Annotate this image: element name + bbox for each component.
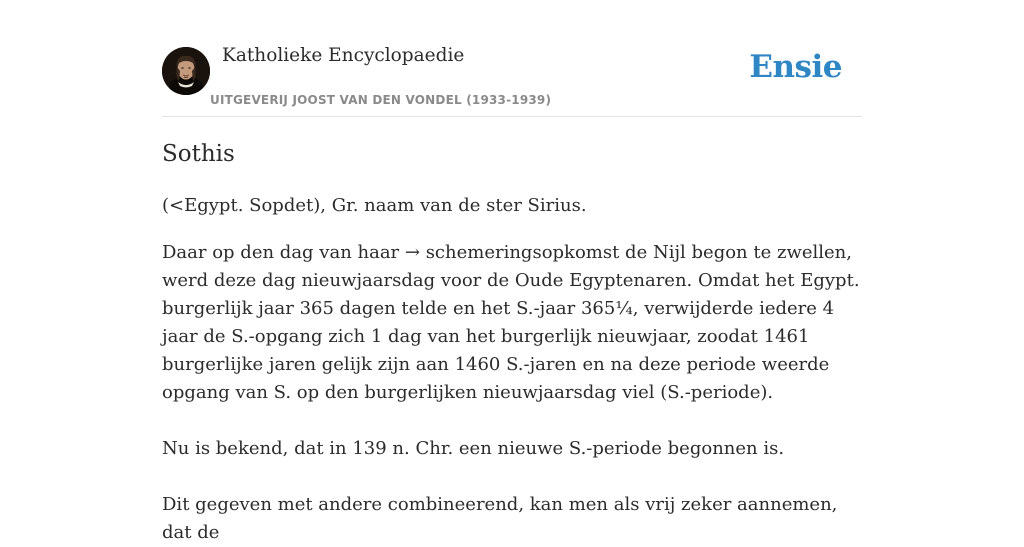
site-title[interactable]: Katholieke Encyclopaedie — [222, 45, 465, 66]
brand-logo-link[interactable]: Ensie — [749, 49, 842, 85]
article-lede: (<Egypt. Sopdet), Gr. naam van de ster Sirius. — [162, 195, 587, 216]
publisher-label: UITGEVERIJ JOOST VAN DEN VONDEL (1933-1939) — [210, 93, 552, 107]
portrait-icon — [162, 47, 210, 95]
article-paragraph: Daar op den dag van haar → schemeringsopkomst de Nijl begon te zwellen, werd deze dag nieuwjaarsdag voor de Oude Egyptenaren. Omdat het Egypt. burgerlijk jaar 365 dagen telde en het S.-jaar 365¼, verwijderde iedere 4 jaar de S.-opgang zich 1 dag van het burgerlijk nieuwjaar, zoodat 1461 burgerlijke jaren gelijk zijn aan 1460 S.-jaren en na deze periode weerde opgang van S. op den burgerlijken nieuwjaarsdag viel (S.-periode). — [162, 242, 860, 403]
article-paragraph: Nu is bekend, dat in 139 n. Chr. een nieuwe S.-periode begonnen is. — [162, 438, 785, 459]
portrait-avatar[interactable] — [162, 47, 210, 95]
page — [162, 0, 862, 543]
article-title: Sothis — [162, 141, 235, 167]
site-header — [162, 0, 862, 117]
article-paragraph: Dit gegeven met andere combineerend, kan men als vrij zeker aannemen, dat de — [162, 494, 838, 543]
article-body — [162, 239, 862, 547]
